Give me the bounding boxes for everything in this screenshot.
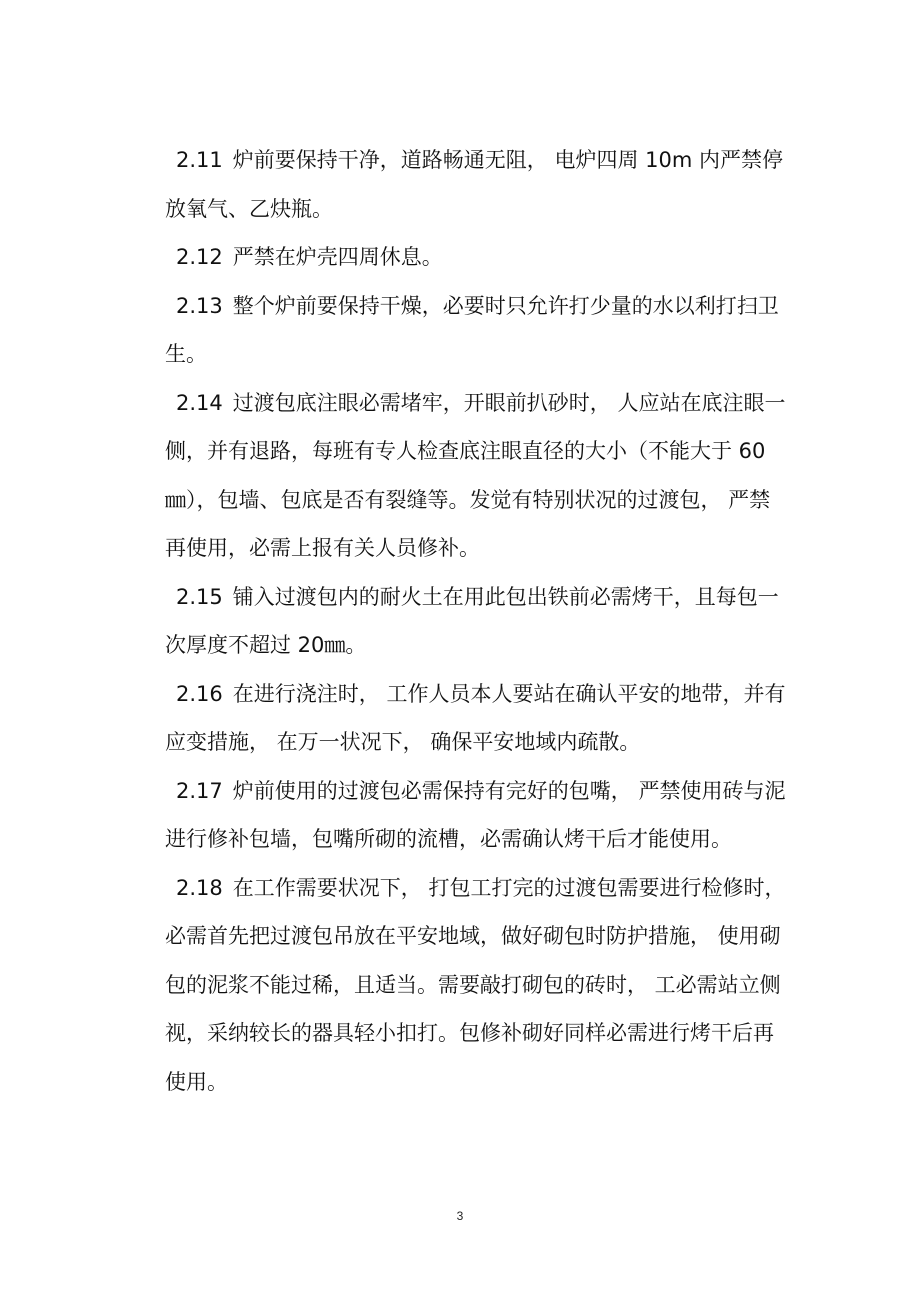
- paragraph-text: 在工作需要状况下， 打包工打完的过渡包需要进行检修时，必需首先把过渡包吊放在平安地域，做好砌包时防护措施， 使用砌包的泥浆不能过稀，且适当。需要敲打砌包的砖时， 工必需站立侧视，采纳较长的器具轻小扣打。包修补砌好同样必需进行烤干后再使用。: [165, 875, 786, 1094]
- paragraph-2-18: [165, 864, 790, 1107]
- paragraph-text: 炉前要保持干净，道路畅通无阻， 电炉四周 10m 内严禁停放氧气、乙炔瓶。: [165, 148, 783, 221]
- paragraph-number: 2.12: [176, 245, 223, 269]
- paragraph-text: 过渡包底注眼必需堵牢，开眼前扒砂时， 人应站在底注眼一侧，并有退路，每班有专人检查底注眼直径的大小（不能大于 60 ㎜），包墙、包底是否有裂缝等。发觉有特别状况的过渡包， 严禁再使用，必需上报有关人员修补。: [165, 390, 786, 560]
- paragraph-number: 2.16: [176, 681, 223, 706]
- paragraph-number: 2.13: [176, 293, 223, 318]
- paragraph-2-13: [165, 282, 790, 379]
- page-number: 3: [456, 1209, 464, 1223]
- paragraph-2-14: [165, 379, 790, 573]
- paragraph-2-11: [165, 136, 790, 233]
- paragraph-2-12: [165, 233, 790, 282]
- paragraph-number: 2.14: [176, 390, 223, 415]
- paragraph-number: 2.18: [176, 875, 223, 900]
- paragraph-2-16: [165, 670, 790, 767]
- paragraph-number: 2.15: [176, 584, 223, 609]
- paragraph-2-17: [165, 767, 790, 864]
- paragraph-number: 2.11: [176, 148, 223, 172]
- paragraph-text: 铺入过渡包内的耐火土在用此包出铁前必需烤干，且每包一次厚度不超过 20㎜。: [165, 584, 779, 657]
- paragraph-text: 严禁在炉壳四周休息。: [232, 245, 443, 269]
- document-body: [165, 136, 790, 1106]
- paragraph-text: 整个炉前要保持干燥，必要时只允许打少量的水以利打扫卫生。: [165, 293, 779, 366]
- paragraph-number: 2.17: [176, 778, 223, 803]
- paragraph-2-15: [165, 573, 790, 670]
- paragraph-text: 炉前使用的过渡包必需保持有完好的包嘴， 严禁使用砖与泥进行修补包墙，包嘴所砌的流槽，必需确认烤干后才能使用。: [165, 778, 786, 851]
- paragraph-text: 在进行浇注时， 工作人员本人要站在确认平安的地带，并有应变措施， 在万一状况下， 确保平安地域内疏散。: [165, 681, 786, 754]
